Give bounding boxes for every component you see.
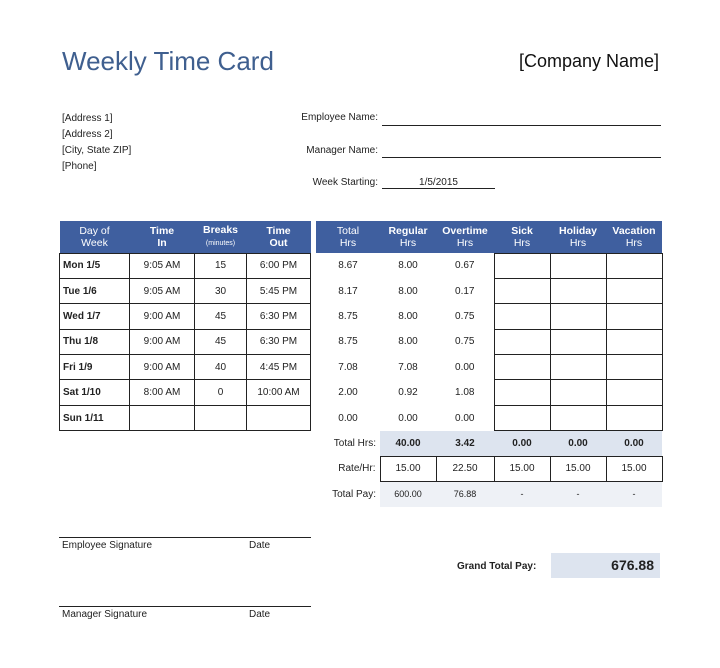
table-row — [60, 278, 311, 303]
manager-signature-label: Manager Signature — [62, 609, 148, 620]
total-hrs-cell: 7.08 — [338, 361, 358, 373]
holiday-hrs-cell[interactable] — [550, 253, 606, 278]
sick-hrs-cell[interactable] — [494, 278, 550, 303]
overtime-rate[interactable]: 22.50 — [436, 456, 494, 481]
time-entry-table — [59, 221, 311, 431]
week-starting-underline — [382, 188, 495, 189]
holiday-rate[interactable]: 15.00 — [550, 456, 606, 481]
manager-name-label: Manager Name: — [306, 145, 378, 156]
sick-hrs-cell[interactable] — [494, 304, 550, 329]
time-out-cell[interactable]: 10:00 AM — [247, 380, 311, 405]
holiday-hrs-cell[interactable] — [550, 355, 606, 380]
time-out-cell[interactable]: 5:45 PM — [247, 278, 311, 303]
sick-rate[interactable]: 15.00 — [494, 456, 550, 481]
table-row — [60, 304, 311, 329]
vacation-hrs-cell[interactable] — [606, 253, 662, 278]
vacation-hrs-cell[interactable] — [606, 329, 662, 354]
total-hrs-cell: 8.17 — [338, 285, 358, 297]
overtime-hrs-cell: 1.08 — [455, 387, 475, 399]
day-cell: Thu 1/8 — [60, 329, 130, 354]
overtime-pay: 76.88 — [436, 482, 494, 507]
table-row — [60, 253, 311, 278]
table-row — [60, 380, 311, 405]
vacation-hrs-cell[interactable] — [606, 278, 662, 303]
total-hrs-cell: 2.00 — [338, 387, 358, 399]
holiday-hrs-cell[interactable] — [550, 380, 606, 405]
overtime-hrs-cell: 0.00 — [455, 361, 475, 373]
time-out-cell[interactable] — [247, 405, 311, 430]
employee-name-label: Employee Name: — [301, 112, 378, 123]
vacation-hrs-cell[interactable] — [606, 405, 662, 430]
breaks-cell[interactable]: 30 — [195, 278, 247, 303]
time-in-cell[interactable]: 9:05 AM — [130, 253, 195, 278]
regular-pay: 600.00 — [380, 482, 436, 507]
regular-hrs-cell: 8.00 — [398, 336, 418, 348]
time-out-cell[interactable]: 4:45 PM — [247, 355, 311, 380]
sick-pay: - — [494, 482, 550, 507]
manager-signature-line[interactable] — [59, 606, 311, 607]
total-regular-hrs: 40.00 — [380, 431, 436, 456]
employee-signature-line[interactable] — [59, 537, 311, 538]
vacation-hrs-cell[interactable] — [606, 355, 662, 380]
time-out-cell[interactable]: 6:00 PM — [247, 253, 311, 278]
rate-label: Rate/Hr: — [338, 463, 376, 475]
overtime-hrs-cell: 0.67 — [455, 260, 475, 272]
sick-hrs-cell[interactable] — [494, 253, 550, 278]
total-hrs-label: Total Hrs: — [333, 437, 376, 449]
day-cell: Sun 1/11 — [60, 405, 130, 430]
header-vacation-hrs: Vacation Hrs — [606, 221, 662, 253]
table-row — [60, 405, 311, 430]
header-holiday-hrs: Holiday Hrs — [550, 221, 606, 253]
total-sick-hrs: 0.00 — [494, 431, 550, 456]
day-cell: Mon 1/5 — [60, 253, 130, 278]
holiday-hrs-cell[interactable] — [550, 329, 606, 354]
breaks-cell[interactable]: 40 — [195, 355, 247, 380]
sick-hrs-cell[interactable] — [494, 380, 550, 405]
header-time-out: Time Out — [247, 221, 311, 253]
breaks-cell[interactable]: 0 — [195, 380, 247, 405]
total-vacation-hrs: 0.00 — [606, 431, 662, 456]
overtime-hrs-cell: 0.00 — [455, 412, 475, 424]
header-sick-hrs: Sick Hrs — [494, 221, 550, 253]
table-row — [316, 329, 662, 354]
total-hrs-cell: 0.00 — [338, 412, 358, 424]
total-hrs-cell: 8.75 — [338, 336, 358, 348]
manager-signature-date-label: Date — [249, 609, 271, 620]
holiday-hrs-cell[interactable] — [550, 278, 606, 303]
table-row — [316, 253, 662, 278]
overtime-hrs-cell: 0.17 — [455, 285, 475, 297]
vacation-hrs-cell[interactable] — [606, 380, 662, 405]
regular-hrs-cell: 7.08 — [398, 361, 418, 373]
time-in-cell[interactable]: 9:00 AM — [130, 329, 195, 354]
time-in-cell[interactable]: 9:05 AM — [130, 278, 195, 303]
breaks-cell[interactable] — [195, 405, 247, 430]
breaks-cell[interactable]: 45 — [195, 329, 247, 354]
sick-hrs-cell[interactable] — [494, 329, 550, 354]
hours-table — [316, 221, 663, 507]
time-in-cell[interactable]: 9:00 AM — [130, 355, 195, 380]
total-holiday-hrs: 0.00 — [550, 431, 606, 456]
table-row — [316, 380, 662, 405]
company-name: [Company Name] — [518, 51, 659, 71]
time-entry-header-row — [60, 221, 311, 253]
regular-hrs-cell: 8.00 — [398, 285, 418, 297]
holiday-hrs-cell[interactable] — [550, 304, 606, 329]
time-in-cell[interactable] — [130, 405, 195, 430]
manager-name-field[interactable] — [382, 157, 661, 158]
total-overtime-hrs: 3.42 — [436, 431, 494, 456]
week-starting-value[interactable]: 1/5/2015 — [419, 177, 458, 188]
employee-name-field[interactable] — [382, 125, 661, 126]
sick-hrs-cell[interactable] — [494, 355, 550, 380]
overtime-hrs-cell: 0.75 — [455, 336, 475, 348]
sick-hrs-cell[interactable] — [494, 405, 550, 430]
address-city-state-zip: [City, State ZIP] — [62, 145, 132, 156]
address-phone: [Phone] — [62, 161, 97, 172]
time-in-cell[interactable]: 9:00 AM — [130, 304, 195, 329]
employee-signature-label: Employee Signature — [62, 540, 153, 551]
holiday-pay: - — [550, 482, 606, 507]
table-row — [60, 329, 311, 354]
vacation-pay: - — [606, 482, 662, 507]
header-time-in: Time In — [130, 221, 195, 253]
total-pay-label: Total Pay: — [332, 488, 376, 500]
vacation-hrs-cell[interactable] — [606, 304, 662, 329]
address-line-1: [Address 1] — [62, 113, 113, 124]
grand-total-label: Grand Total Pay: — [457, 561, 537, 572]
time-out-cell[interactable]: 6:30 PM — [247, 304, 311, 329]
day-cell: Tue 1/6 — [60, 278, 130, 303]
address-line-2: [Address 2] — [62, 129, 113, 140]
table-row — [316, 355, 662, 380]
overtime-hrs-cell: 0.75 — [455, 310, 475, 322]
address-block — [62, 111, 131, 175]
page-title: Weekly Time Card — [62, 46, 274, 76]
day-cell: Sat 1/10 — [60, 380, 130, 405]
vacation-rate[interactable]: 15.00 — [606, 456, 662, 481]
total-hrs-cell: 8.67 — [338, 260, 358, 272]
table-row — [316, 405, 662, 430]
table-row — [316, 304, 662, 329]
regular-hrs-cell: 8.00 — [398, 310, 418, 322]
time-out-cell[interactable]: 6:30 PM — [247, 329, 311, 354]
table-row — [60, 355, 311, 380]
header-day-of-week: Day of Week — [60, 221, 130, 253]
time-in-cell[interactable]: 8:00 AM — [130, 380, 195, 405]
total-hrs-cell: 8.75 — [338, 310, 358, 322]
header-overtime-hrs: Overtime Hrs — [436, 221, 494, 253]
hours-header-row — [316, 221, 662, 253]
rate-row — [316, 456, 662, 481]
holiday-hrs-cell[interactable] — [550, 405, 606, 430]
breaks-cell[interactable]: 45 — [195, 304, 247, 329]
total-hrs-row — [316, 431, 662, 456]
day-cell: Fri 1/9 — [60, 355, 130, 380]
header-breaks: Breaks (minutes) — [195, 221, 247, 253]
breaks-cell[interactable]: 15 — [195, 253, 247, 278]
week-starting-label: Week Starting: — [312, 177, 378, 188]
regular-hrs-cell: 0.00 — [398, 412, 418, 424]
total-pay-row — [316, 482, 662, 507]
table-row — [316, 278, 662, 303]
grand-total-value: 676.88 — [551, 553, 660, 578]
regular-hrs-cell: 8.00 — [398, 260, 418, 272]
regular-hrs-cell: 0.92 — [398, 387, 418, 399]
header-total-hrs: Total Hrs — [316, 221, 380, 253]
day-cell: Wed 1/7 — [60, 304, 130, 329]
employee-signature-date-label: Date — [249, 540, 271, 551]
header-regular-hrs: Regular Hrs — [380, 221, 436, 253]
regular-rate[interactable]: 15.00 — [380, 456, 436, 481]
